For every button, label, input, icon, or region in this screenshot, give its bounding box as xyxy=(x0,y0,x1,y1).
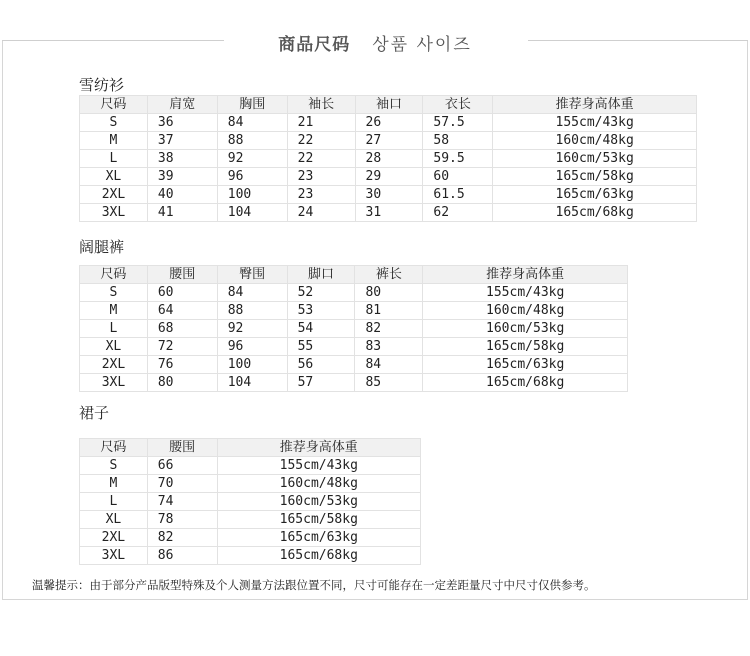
table-cell: 52 xyxy=(287,284,355,302)
table-cell: 165cm/63kg xyxy=(423,356,628,374)
table-cell: 165cm/68kg xyxy=(217,547,420,565)
table-header-row xyxy=(80,266,628,284)
table-cell: L xyxy=(80,150,148,168)
table-cell: 68 xyxy=(147,320,217,338)
table-cell: 96 xyxy=(217,338,287,356)
table-row xyxy=(80,529,421,547)
table-cell: 92 xyxy=(217,150,287,168)
table-cell: 104 xyxy=(217,204,287,222)
column-header: 推荐身高体重 xyxy=(423,266,628,284)
table-header-row xyxy=(80,96,697,114)
table-cell: 28 xyxy=(355,150,423,168)
table-cell: 80 xyxy=(147,374,217,392)
table-cell: 160cm/53kg xyxy=(217,493,420,511)
table-cell: 2XL xyxy=(80,356,148,374)
table-cell: XL xyxy=(80,168,148,186)
column-header: 衣长 xyxy=(423,96,493,114)
table-row xyxy=(80,302,628,320)
table-cell: 100 xyxy=(217,356,287,374)
table-cell: 22 xyxy=(287,150,355,168)
table-cell: 92 xyxy=(217,320,287,338)
section-title-skirt: 裙子 xyxy=(79,404,110,422)
table-row xyxy=(80,168,697,186)
column-header: 袖长 xyxy=(287,96,355,114)
table-cell: 56 xyxy=(287,356,355,374)
column-header: 尺码 xyxy=(80,439,148,457)
table-cell: 61.5 xyxy=(423,186,493,204)
table-cell: 58 xyxy=(423,132,493,150)
table-cell: 78 xyxy=(147,511,217,529)
table-cell: L xyxy=(80,493,148,511)
table-row xyxy=(80,132,697,150)
column-header: 肩宽 xyxy=(147,96,217,114)
table-cell: L xyxy=(80,320,148,338)
table-cell: 82 xyxy=(147,529,217,547)
table-cell: XL xyxy=(80,511,148,529)
column-header: 腰围 xyxy=(147,266,217,284)
size-table-pants xyxy=(79,265,628,392)
table-cell: 96 xyxy=(217,168,287,186)
table-cell: 36 xyxy=(147,114,217,132)
table-cell: 2XL xyxy=(80,186,148,204)
column-header: 臀围 xyxy=(217,266,287,284)
table-cell: 165cm/68kg xyxy=(423,374,628,392)
table-cell: 165cm/63kg xyxy=(493,186,697,204)
title-korean: 상품 사이즈 xyxy=(372,35,472,55)
table-cell: 165cm/63kg xyxy=(217,529,420,547)
column-header: 裤长 xyxy=(355,266,423,284)
table-row xyxy=(80,511,421,529)
table-cell: 54 xyxy=(287,320,355,338)
table-cell: 83 xyxy=(355,338,423,356)
table-cell: 82 xyxy=(355,320,423,338)
table-cell: 37 xyxy=(147,132,217,150)
table-row xyxy=(80,547,421,565)
table-cell: 21 xyxy=(287,114,355,132)
section-title-pants: 阔腿裤 xyxy=(79,238,125,256)
section-title-chiffon: 雪纺衫 xyxy=(79,76,125,94)
table-cell: 39 xyxy=(147,168,217,186)
table-cell: M xyxy=(80,132,148,150)
table-cell: 55 xyxy=(287,338,355,356)
table-cell: 100 xyxy=(217,186,287,204)
table-row xyxy=(80,186,697,204)
table-cell: 165cm/58kg xyxy=(423,338,628,356)
table-cell: 155cm/43kg xyxy=(217,457,420,475)
table-cell: M xyxy=(80,475,148,493)
table-cell: 155cm/43kg xyxy=(493,114,697,132)
column-header: 腰围 xyxy=(147,439,217,457)
table-cell: 160cm/48kg xyxy=(217,475,420,493)
table-row xyxy=(80,356,628,374)
table-cell: 70 xyxy=(147,475,217,493)
table-cell: 26 xyxy=(355,114,423,132)
footer-note: 温馨提示：由于部分产品版型特殊及个人测量方法跟位置不同，尺寸可能存在一定差距量尺寸中尺寸仅供参考。 xyxy=(32,578,596,592)
table-row xyxy=(80,338,628,356)
table-header-row xyxy=(80,439,421,457)
table-cell: 22 xyxy=(287,132,355,150)
table-cell: 57 xyxy=(287,374,355,392)
table-cell: 160cm/53kg xyxy=(423,320,628,338)
table-cell: 62 xyxy=(423,204,493,222)
table-row xyxy=(80,320,628,338)
column-header: 尺码 xyxy=(80,266,148,284)
table-cell: 85 xyxy=(355,374,423,392)
table-cell: 40 xyxy=(147,186,217,204)
table-cell: 23 xyxy=(287,168,355,186)
table-cell: 72 xyxy=(147,338,217,356)
table-cell: 84 xyxy=(355,356,423,374)
table-row xyxy=(80,204,697,222)
table-row xyxy=(80,114,697,132)
table-cell: 74 xyxy=(147,493,217,511)
table-cell: 104 xyxy=(217,374,287,392)
table-row xyxy=(80,284,628,302)
table-cell: 84 xyxy=(217,114,287,132)
table-cell: 31 xyxy=(355,204,423,222)
column-header: 袖口 xyxy=(355,96,423,114)
table-cell: 23 xyxy=(287,186,355,204)
column-header: 推荐身高体重 xyxy=(493,96,697,114)
column-header: 脚口 xyxy=(287,266,355,284)
table-cell: 88 xyxy=(217,302,287,320)
table-cell: 155cm/43kg xyxy=(423,284,628,302)
size-table-skirt xyxy=(79,438,421,565)
table-cell: S xyxy=(80,457,148,475)
table-cell: 160cm/53kg xyxy=(493,150,697,168)
table-cell: 160cm/48kg xyxy=(493,132,697,150)
table-cell: 88 xyxy=(217,132,287,150)
column-header: 胸围 xyxy=(217,96,287,114)
table-cell: M xyxy=(80,302,148,320)
table-cell: 84 xyxy=(217,284,287,302)
table-cell: 38 xyxy=(147,150,217,168)
table-cell: 76 xyxy=(147,356,217,374)
size-table-chiffon xyxy=(79,95,697,222)
table-row xyxy=(80,493,421,511)
table-cell: 53 xyxy=(287,302,355,320)
title-chinese: 商品尺码 xyxy=(278,35,351,55)
table-cell: 59.5 xyxy=(423,150,493,168)
table-cell: 3XL xyxy=(80,547,148,565)
table-cell: 86 xyxy=(147,547,217,565)
column-header: 推荐身高体重 xyxy=(217,439,420,457)
column-header: 尺码 xyxy=(80,96,148,114)
table-cell: S xyxy=(80,114,148,132)
table-cell: 165cm/58kg xyxy=(493,168,697,186)
page-title xyxy=(0,30,750,55)
table-cell: 30 xyxy=(355,186,423,204)
table-cell: 29 xyxy=(355,168,423,186)
table-cell: 27 xyxy=(355,132,423,150)
table-cell: 80 xyxy=(355,284,423,302)
table-cell: 165cm/58kg xyxy=(217,511,420,529)
table-cell: 57.5 xyxy=(423,114,493,132)
table-cell: 2XL xyxy=(80,529,148,547)
table-cell: 64 xyxy=(147,302,217,320)
table-cell: 60 xyxy=(423,168,493,186)
table-cell: 165cm/68kg xyxy=(493,204,697,222)
table-cell: 81 xyxy=(355,302,423,320)
table-row xyxy=(80,457,421,475)
table-cell: 3XL xyxy=(80,204,148,222)
table-row xyxy=(80,374,628,392)
table-row xyxy=(80,150,697,168)
table-cell: 3XL xyxy=(80,374,148,392)
table-cell: 66 xyxy=(147,457,217,475)
table-cell: 160cm/48kg xyxy=(423,302,628,320)
table-cell: 24 xyxy=(287,204,355,222)
table-row xyxy=(80,475,421,493)
table-cell: S xyxy=(80,284,148,302)
table-cell: 60 xyxy=(147,284,217,302)
table-cell: 41 xyxy=(147,204,217,222)
table-cell: XL xyxy=(80,338,148,356)
